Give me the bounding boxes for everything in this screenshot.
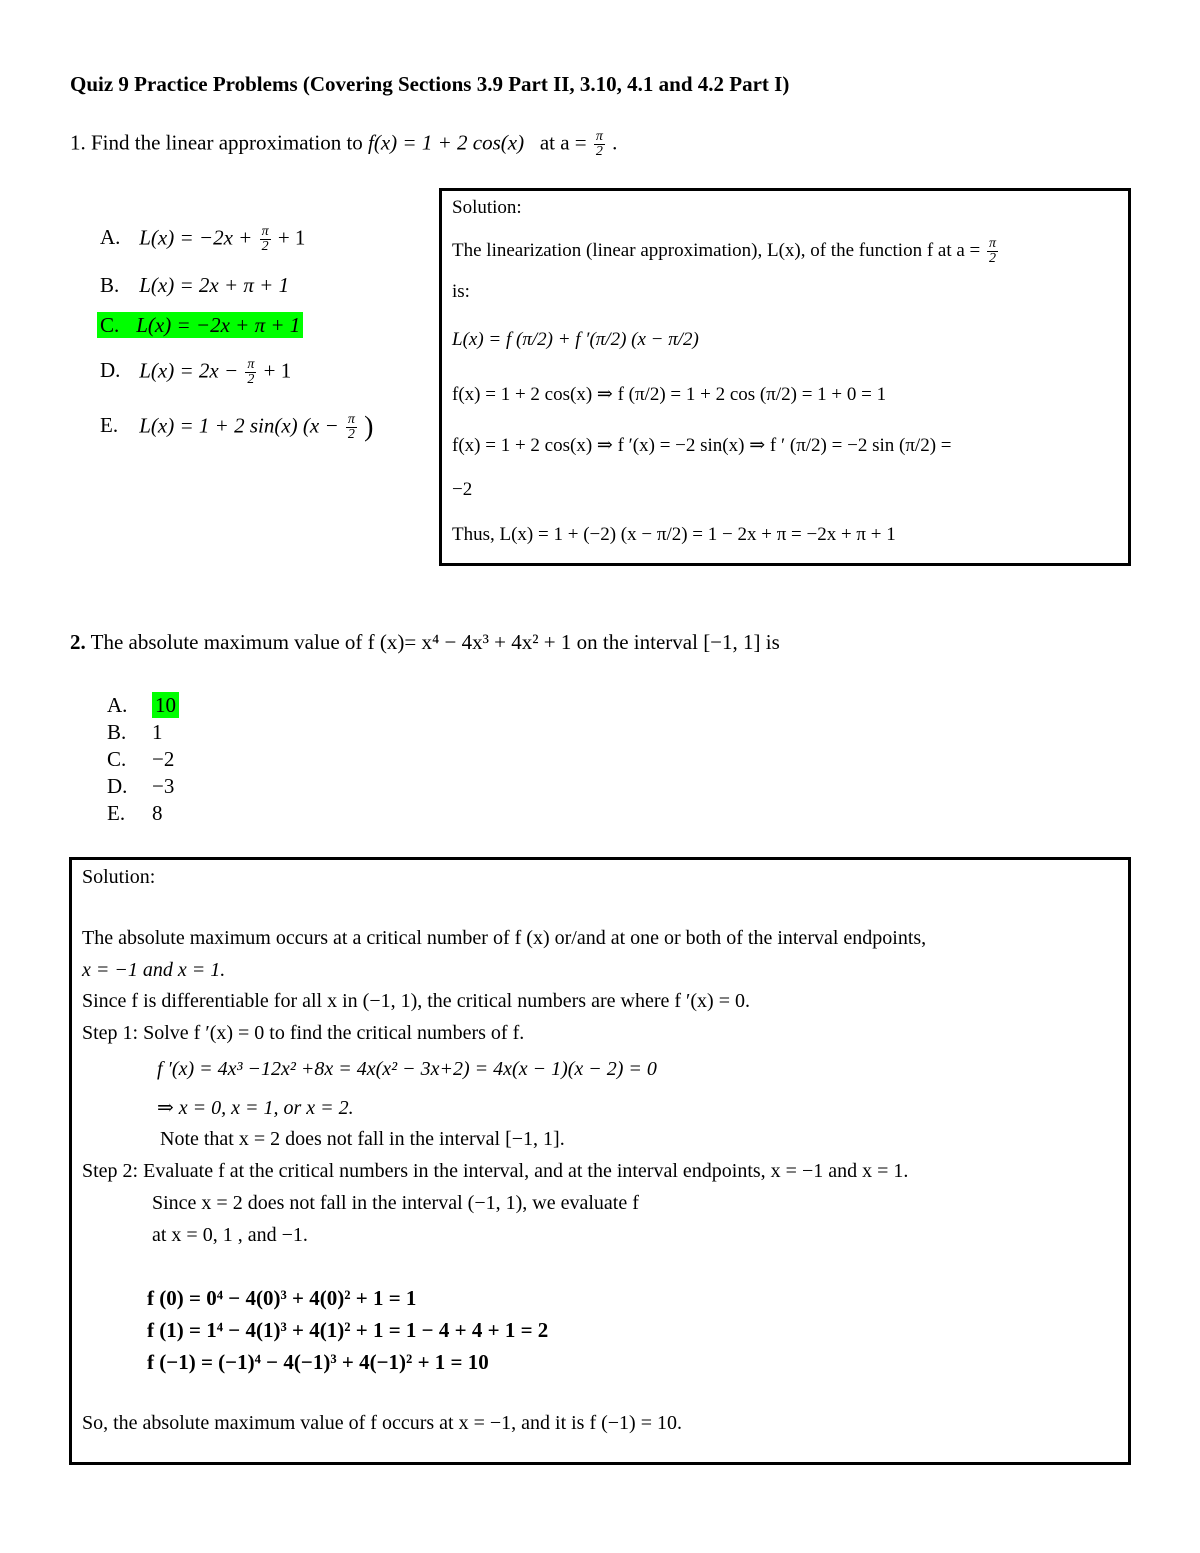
q1-option-d: [100, 358, 291, 387]
q1-frac-num: π: [595, 129, 603, 144]
q1-period: .: [612, 130, 618, 155]
correct-answer-highlight: [97, 312, 303, 338]
q2-solution-line-6: ⇒ x = 0, x = 1, or x = 2.: [157, 1097, 354, 1119]
option-value: −2: [152, 747, 175, 771]
q1-solution-box: [439, 188, 1131, 566]
option-text-end: + 1: [263, 358, 292, 383]
q2-solution-line-14: So, the absolute maximum value of f occurs at x = −1, and it is f (−1) = 10.: [82, 1412, 682, 1434]
option-label: E.: [107, 801, 126, 825]
question-2-prompt: [70, 630, 780, 655]
frac-den: 2: [347, 427, 355, 442]
option-value: 8: [152, 801, 163, 825]
q2-solution-line-4: Step 1: Solve f ′(x) = 0 to find the critical numbers of f.: [82, 1022, 525, 1044]
q1-function: f(x) = 1 + 2 cos(x): [368, 130, 525, 155]
option-text: L(x) = −2x +: [139, 225, 253, 250]
q2-number: 2.: [70, 630, 86, 654]
frac-den: 2: [989, 251, 997, 266]
frac-num: π: [347, 412, 355, 427]
option-label: B.: [100, 273, 120, 297]
frac-num: π: [989, 236, 997, 251]
correct-answer-highlight: 10: [152, 692, 179, 718]
q1-option-b: [100, 273, 289, 298]
q1-solution-line-7: Thus, L(x) = 1 + (−2) (x − π/2) = 1 − 2x + π = −2x + π + 1: [452, 524, 896, 545]
q2-solution-heading: Solution:: [82, 866, 156, 888]
option-value: 1: [152, 720, 163, 744]
solution-fraction: [987, 237, 998, 266]
q1-solution-line-4: f(x) = 1 + 2 cos(x) ⇒ f (π/2) = 1 + 2 cos (π/2) = 1 + 0 = 1: [452, 384, 887, 405]
q1-solution-line-3: L(x) = f (π/2) + f ′(π/2) (x − π/2): [452, 329, 699, 350]
q2-solution-line-11: f (0) = 0⁴ − 4(0)³ + 4(0)² + 1 = 1: [147, 1286, 417, 1310]
q1-solution-line-2: is:: [452, 281, 470, 302]
q2-solution-line-3: Since f is differentiable for all x in (−1, 1), the critical numbers are where f ′(x) = 0.: [82, 990, 750, 1012]
q2-solution-line-8: Step 2: Evaluate f at the critical numbers in the interval, and at the interval endpoints, x = −1 and x = 1.: [82, 1160, 909, 1182]
q1-at-text: at a =: [539, 130, 587, 155]
page-title: Quiz 9 Practice Problems (Covering Sections 3.9 Part II, 3.10, 4.1 and 4.2 Part I): [70, 72, 790, 96]
question-1-prompt: [70, 130, 617, 159]
q2-option-a: [107, 692, 179, 719]
option-text-end: + 1: [277, 225, 306, 250]
option-label: A.: [107, 693, 128, 717]
q2-solution-line-9: Since x = 2 does not fall in the interval (−1, 1), we evaluate f: [152, 1192, 639, 1214]
q1-solution-line-6: −2: [452, 479, 473, 500]
q1-option-c: [97, 313, 303, 338]
option-text: L(x) = 2x −: [139, 358, 239, 383]
option-text-end: ): [364, 411, 374, 443]
option-fraction: [346, 413, 357, 442]
q2-solution-line-12: f (1) = 1⁴ − 4(1)³ + 4(1)² + 1 = 1 − 4 + 4 + 1 = 2: [147, 1318, 549, 1342]
option-fraction: [245, 358, 256, 387]
q2-solution-line-10: at x = 0, 1 , and −1.: [152, 1224, 308, 1246]
option-text: L(x) = 2x + π + 1: [139, 273, 290, 297]
q2-solution-line-5: f ′(x) = 4x³ −12x² +8x = 4x(x² − 3x+2) = 4x(x − 1)(x − 2) = 0: [157, 1058, 657, 1080]
q1-prompt-text: 1. Find the linear approximation to: [70, 130, 369, 155]
q2-solution-line-2: x = −1 and x = 1.: [82, 959, 226, 981]
q1-option-a: [100, 225, 305, 254]
q2-options: [107, 692, 179, 827]
solution-text: The linearization (linear approximation), L(x), of the function f at a =: [452, 239, 981, 261]
option-label: C.: [100, 313, 120, 337]
frac-den: 2: [247, 372, 255, 387]
q1-frac-den: 2: [595, 144, 603, 159]
q1-solution-line-5: f(x) = 1 + 2 cos(x) ⇒ f ′(x) = −2 sin(x) ⇒ f ′ (π/2) = −2 sin (π/2) =: [452, 435, 952, 456]
q2-option-c: [107, 746, 179, 773]
option-label: D.: [100, 358, 121, 383]
option-text: L(x) = −2x + π + 1: [136, 313, 301, 337]
q2-option-b: [107, 719, 179, 746]
option-label: A.: [100, 225, 121, 250]
q2-option-d: [107, 773, 179, 800]
frac-num: π: [247, 357, 255, 372]
q1-fraction: [594, 130, 605, 159]
q1-solution-line-1: [452, 237, 1000, 266]
option-value: −3: [152, 774, 175, 798]
q2-option-e: [107, 800, 179, 827]
option-label: D.: [107, 774, 128, 798]
q1-option-e: [100, 413, 373, 442]
q2-solution-line-1: The absolute maximum occurs at a critical number of f (x) or/and at one or both of the interval endpoints,: [82, 927, 927, 949]
option-text: L(x) = 1 + 2 sin(x) (x −: [139, 413, 339, 438]
option-fraction: [260, 225, 271, 254]
q2-solution-line-7: Note that x = 2 does not fall in the interval [−1, 1].: [160, 1128, 565, 1150]
frac-den: 2: [261, 239, 269, 254]
q2-solution-box: [69, 857, 1131, 1465]
option-label: E.: [100, 413, 119, 438]
q2-prompt-text: The absolute maximum value of f (x)= x⁴ − 4x³ + 4x² + 1 on the interval [−1, 1] is: [90, 630, 780, 654]
frac-num: π: [261, 224, 269, 239]
option-label: B.: [107, 720, 127, 744]
option-label: C.: [107, 747, 127, 771]
q1-solution-heading: Solution:: [452, 197, 522, 218]
q2-solution-line-13: f (−1) = (−1)⁴ − 4(−1)³ + 4(−1)² + 1 = 10: [147, 1350, 489, 1374]
